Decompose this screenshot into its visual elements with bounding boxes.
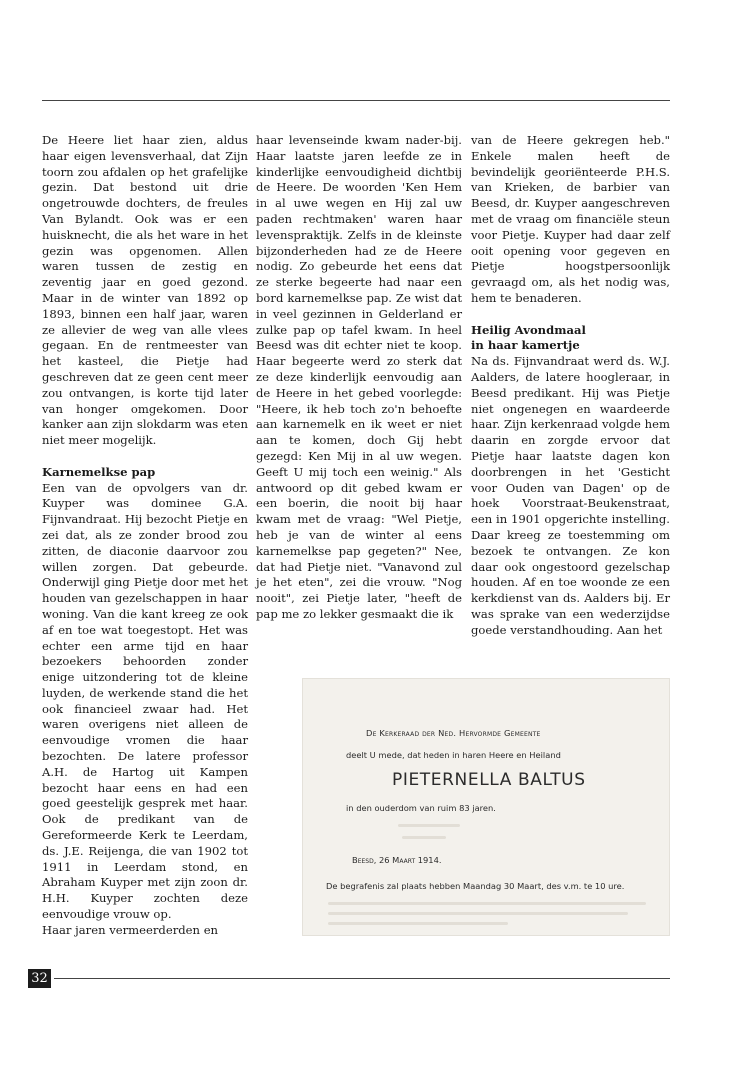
show-through-mark: [328, 922, 508, 925]
top-rule: [42, 100, 670, 101]
section-heading-karnemelkse-pap: Karnemelkse pap: [42, 464, 156, 479]
paragraph: De Heere liet haar zien, aldus haar eigen levensverhaal, dat Zijn toorn zou afdalen op het grafelijke gezin. Dat bestond uit drie ongetrouwde dochters, de freules Van Bylandt. Ook was er een huisknecht, die als het ware in het gezin was opgenomen. Allen waren tussen de zestig en zeventig jaar en goed gezond. Maar in de winter van 1892 op 1893, binnen een half jaar, waren ze allevier de weg van alle vlees gegaan. En de rentmeester van het kasteel, die Pietje had geschreven dat ze geen cent meer zou ontvangen, is korte tijd later van honger omgekomen. Door kanker aan zijn slokdarm was eten niet meer mogelijk.: [42, 133, 248, 448]
paragraph-gap: [471, 307, 670, 323]
section-heading-heilig-avondmaal: Heilig Avondmaal: [471, 322, 586, 337]
notice-line-kerkeraad: De Kerkeraad der Ned. Hervormde Gemeente: [366, 728, 541, 738]
paragraph: haar levenseinde kwam nader-bij. Haar laatste jaren leefde ze in kinderlijke eenvoudigheid dichtbij de Heere. De woorden 'Ken Hem in al uwe wegen en Hij zal uw paden rechtmaken' waren haar levenspraktijk. Zelfs in de kleinste bijzonderheden had ze de Heere nodig. Zo gebeurde het eens dat ze sterke begeerte had naar een bord karnemelkse pap. Ze wist dat in veel gezinnen in Gelderland er zulke pap op tafel kwam. In heel Beesd was dit echter niet te koop. Haar begeerte werd zo sterk dat ze deze kinderlijk eenvoudig aan de Heere in het gebed voorlegde: "Heere, ik heb toch zo'n behoefte aan karnemelk en ik weet er niet aan te komen, doch Gij hebt gezegd: Ken Mij in al uw wegen. Geeft U mij toch een weinig." Als antwoord op dit gebed kwam er een boerin, die nooit bij haar kwam met de vraag: "Wel Pietje, heb je van de winter al eens karnemelkse pap gegeten?" Nee, dat had Pietje niet. "Vanavond zul je het eten", zei die vrouw. "Nog nooit", zei Pietje later, "heeft de pap me zo lekker gesmaakt die ik: [256, 133, 462, 621]
paragraph: Na ds. Fijnvandraat werd ds. W.J. Aalders, de latere hoogleraar, in Beesd predikant. Hij was Pietje niet ongenegen en waardeerde haar. Zijn kerkenraad volgde hem daarin en zorgde ervoor dat Pietje haar laatste dagen kon doorbrengen in het 'Gesticht voor Ouden van Dagen' op de hoek Voorstraat-Beukenstraat, een in 1901 opgerichte instelling. Daar kreeg ze toestemming om bezoek te ontvangen. Ze kon daar ook ongestoord gezelschap houden. Af en toe woonde ze een kerkdienst van ds. Aalders bij. Er was sprake van een wederzijdse goede verstandhouding. Aan het: [471, 354, 670, 637]
notice-name: PIETERNELLA BALTUS: [392, 770, 586, 790]
paragraph: Haar jaren vermeerderden en: [42, 922, 219, 937]
paragraph: Een van de opvolgers van dr. Kuyper was dominee G.A. Fijnvandraat. Hij bezocht Pietje en zei dat, als ze zonder brood zou zitten, de diaconie daarvoor zou willen zorgen. Dat gebeurde. Onderwijl ging Pietje door met het houden van gezelschappen in haar woning. Van die kant kreeg ze ook af en toe wat toegestopt. Het was echter een arme tijd en haar bezoekers behoorden zonder enige uitzondering tot de kleine luyden, de werkende stand die het ook financieel zwaar had. Het waren overigens niet alleen de eenvoudige vromen die haar bezochten. De latere professor A.H. de Hartog uit Kampen bezocht haar eens en had een goed geestelijk gesprek met haar. Ook de predikant van de Gereformeerde Kerk te Leerdam, ds. J.E. Reijenga, die van 1902 tot 1911 in Leerdam stond, en Abraham Kuyper met zijn zoon dr. H.H. Kuyper zochten deze eenvoudige vrouw op.: [42, 480, 248, 922]
death-notice-image: [302, 678, 670, 936]
section-heading-in-haar-kamertje: in haar kamertje: [471, 338, 580, 353]
notice-line-ouderdom: in den ouderdom van ruim 83 jaren.: [346, 803, 496, 813]
show-through-mark: [328, 912, 628, 915]
bottom-rule: [54, 978, 670, 979]
column-2: [256, 133, 462, 623]
column-1: [42, 133, 248, 939]
notice-date: Beesd, 26 Maart 1914.: [352, 855, 442, 865]
show-through-mark: [328, 902, 646, 905]
column-3: [471, 133, 670, 639]
notice-line-deelt: deelt U mede, dat heden in haren Heere en Heiland: [346, 750, 561, 760]
notice-funeral: De begrafenis zal plaats hebben Maandag 30 Maart, des v.m. te 10 ure.: [326, 881, 625, 891]
show-through-mark: [402, 836, 446, 839]
show-through-mark: [398, 824, 460, 827]
paragraph: van de Heere gekregen heb." Enkele malen heeft de bevindelijk georiënteerde P.H.S. van Krieken, de barbier van Beesd, dr. Kuyper aangeschreven met de vraag om financiële steun voor Pietje. Kuyper had daar zelf ooit opening voor gegeven en Pietje hoogstpersoonlijk gevraagd om, als het nodig was, hem te benaderen.: [471, 133, 670, 305]
page-number: 32: [28, 969, 51, 988]
paragraph-gap: [42, 449, 248, 465]
